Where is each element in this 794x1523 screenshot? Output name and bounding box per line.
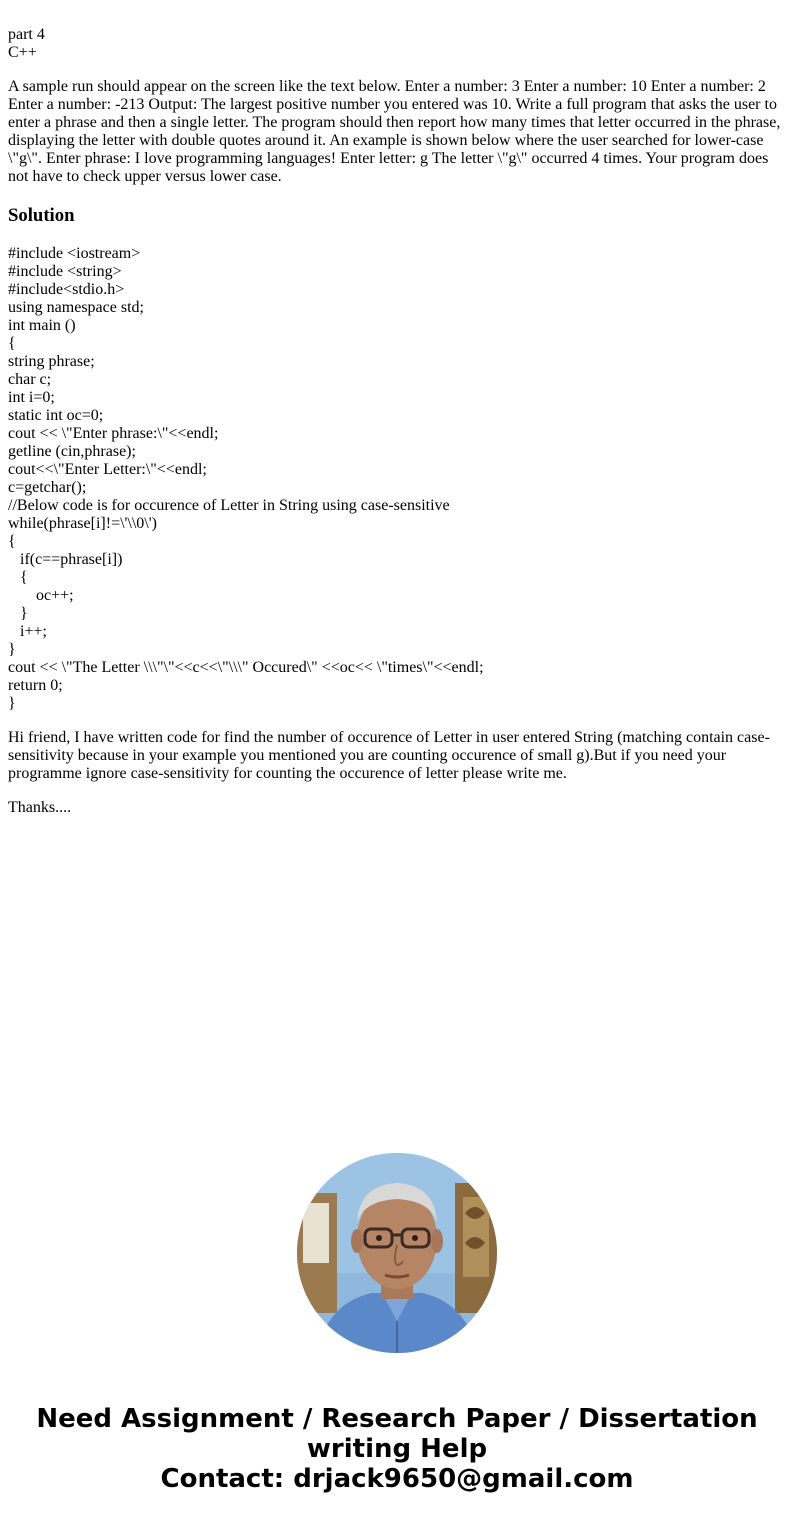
code-line: using namespace std; [8,299,144,316]
document-content [8,26,786,817]
code-line: //Below code is for occurence of Letter in String using case-sensitive [8,497,450,514]
code-line: char c; [8,371,52,388]
code-block [8,245,786,713]
code-line: { [8,533,16,550]
language-label: C++ [8,44,37,61]
question-text: A sample run should appear on the screen like the text below. Enter a number: 3 Enter a number: 10 Enter a number: 2 Enter a number: -213 Output: The largest positive number you entered was 10. Write a full program that asks the user to enter a phrase and then a single letter. The program should then report how many times that letter occurred in the phrase, displaying the letter with double quotes around it. An example is shown below where the user searched for lower-case \"g\". Enter phrase: I love programming languages! Enter letter: g The letter \"g\" occurred 4 times. Your program does not have to check upper versus lower case. [8,78,781,185]
code-line: static int oc=0; [8,407,104,424]
code-line: i++; [8,623,47,640]
code-line: cout<<\"Enter Letter:\"<<endl; [8,461,207,478]
explanation-text: Hi friend, I have written code for find the number of occurence of Letter in user entered String (matching contain case-sensitivity because in your example you mentioned you are counting occurence of small g).But if you need your programme ignore case-sensitivity for counting the occurence of letter please write me. [8,729,770,782]
author-avatar [297,1153,497,1353]
solution-heading: Solution [8,205,75,226]
code-line: int main () [8,317,76,334]
code-line: if(c==phrase[i]) [8,551,123,568]
code-line: getline (cin,phrase); [8,443,136,460]
code-line: } [8,641,16,658]
code-line: { [8,569,28,586]
code-line: cout << \"The Letter \\\"\"<<c<<\"\\\" Occured\" <<oc<< \"times\"<<endl; [8,659,484,676]
code-line: { [8,335,16,352]
footer-line-2: writing Help [306,1434,488,1464]
code-line: #include <string> [8,263,122,280]
code-line: #include<stdio.h> [8,281,125,298]
footer-contact-email: Contact: drjack9650@gmail.com [160,1464,634,1494]
code-line: c=getchar(); [8,479,87,496]
code-line: while(phrase[i]!=\'\\0\') [8,515,157,532]
author-portrait-image [297,1153,497,1353]
code-line: #include <iostream> [8,245,141,262]
code-line: return 0; [8,677,63,694]
contact-footer [0,1404,794,1494]
code-line: string phrase; [8,353,95,370]
thanks-text: Thanks.... [8,799,72,816]
footer-line-1: Need Assignment / Research Paper / Dissertation [36,1404,758,1434]
code-line: int i=0; [8,389,55,406]
part-label: part 4 [8,26,45,43]
code-line: oc++; [8,587,74,604]
code-line: } [8,695,16,712]
code-line: } [8,605,28,622]
code-line: cout << \"Enter phrase:\"<<endl; [8,425,219,442]
